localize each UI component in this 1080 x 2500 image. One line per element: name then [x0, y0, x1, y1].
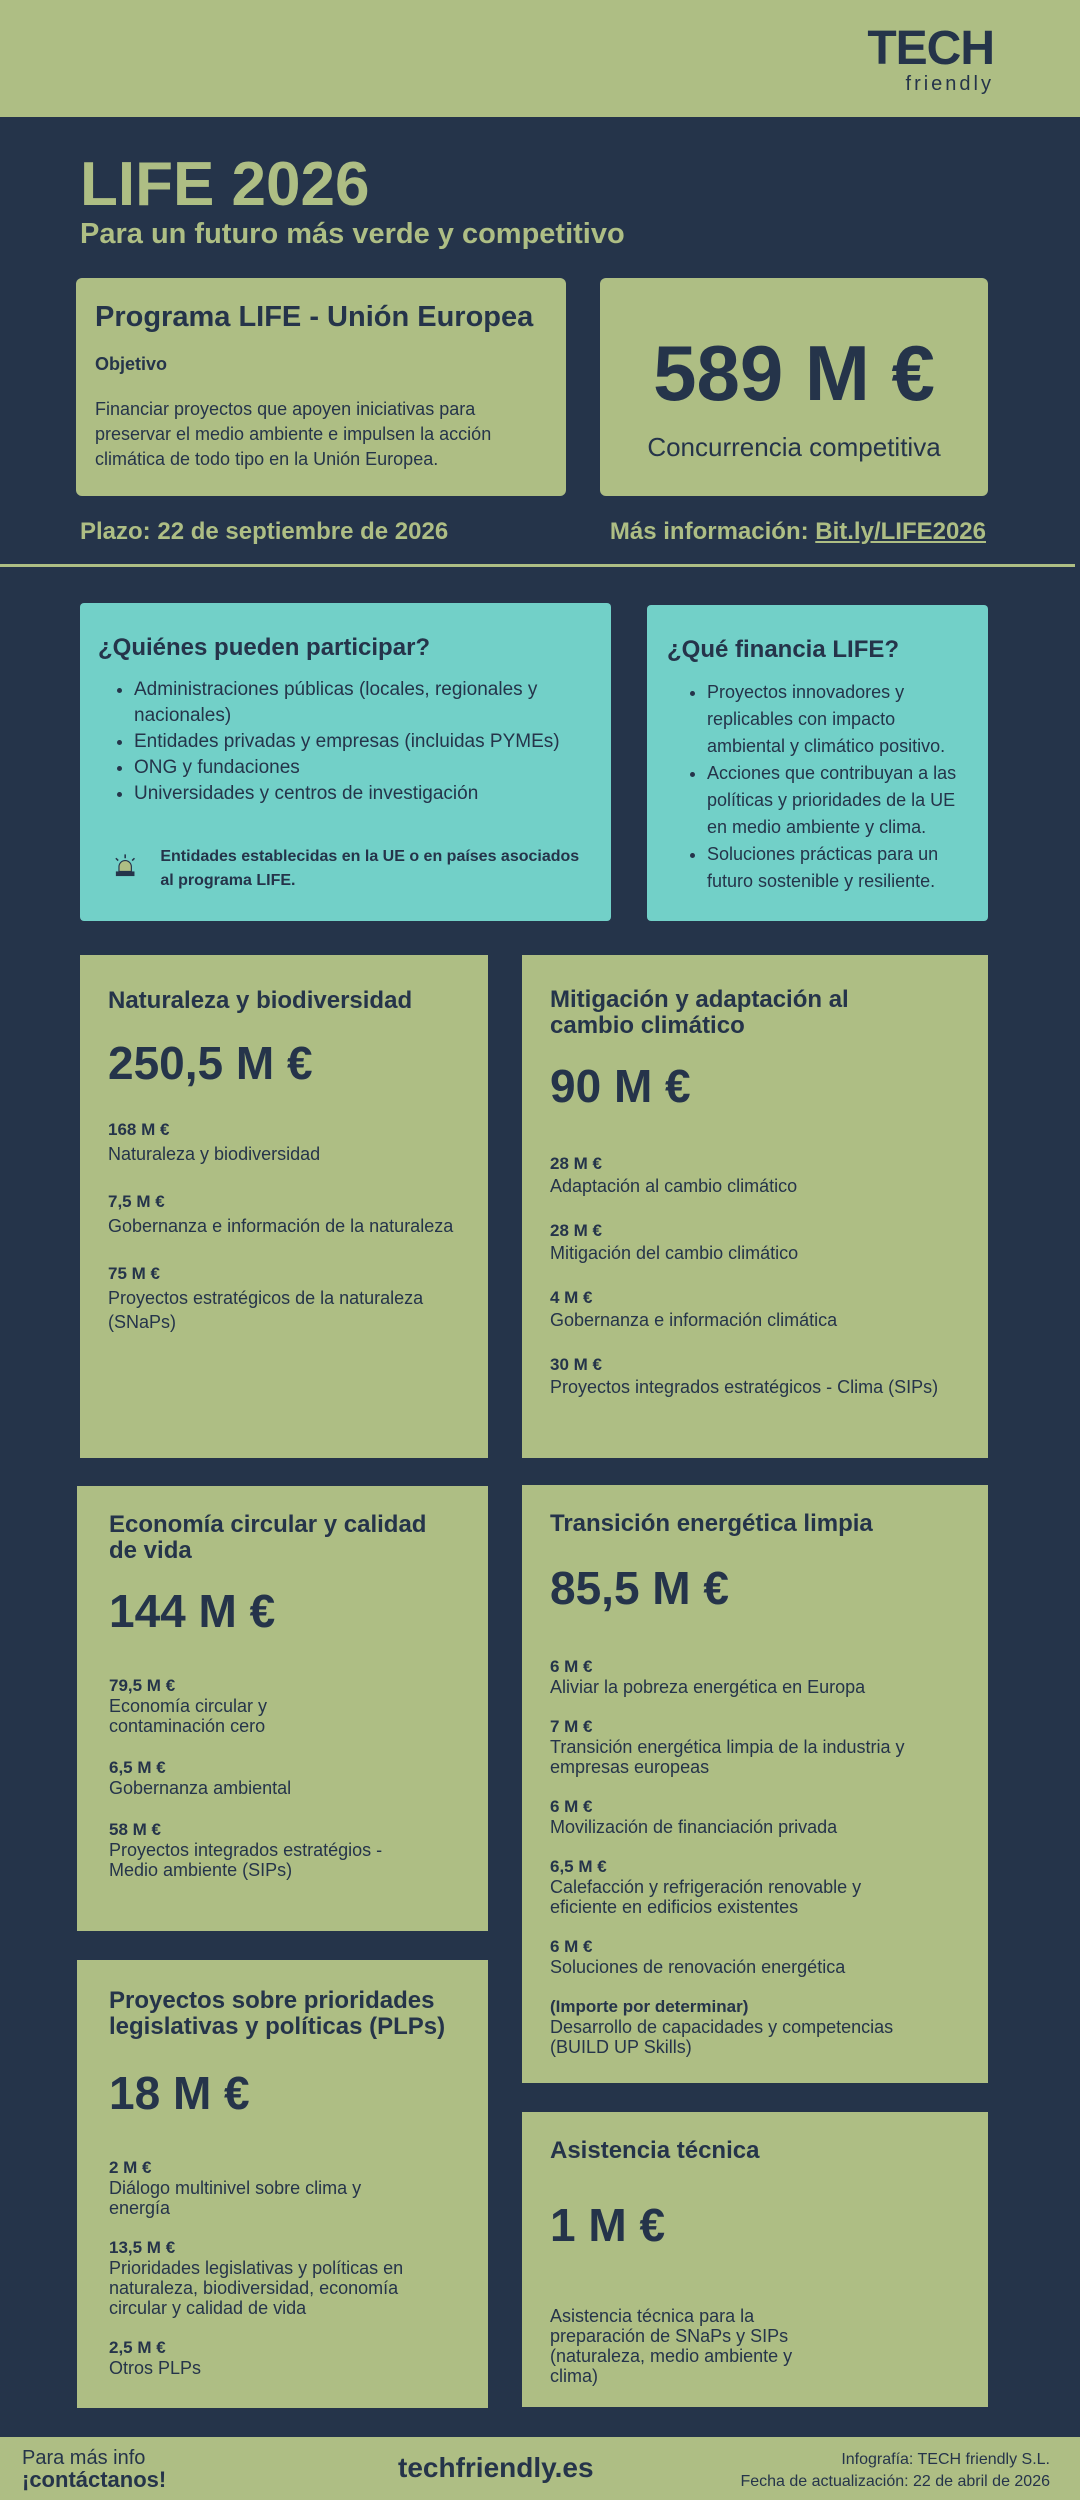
budget-value: 4 M €: [550, 1288, 593, 1307]
budget-value: 2,5 M €: [109, 2338, 166, 2357]
budget-desc: Movilización de financiación privada: [550, 1817, 838, 1837]
budget-line: [550, 1997, 960, 2057]
budget-value: 79,5 M €: [109, 1676, 176, 1695]
category-title: Transición energética limpia: [550, 1510, 873, 1537]
category-plps: [77, 1960, 488, 2408]
participants-title: ¿Quiénes pueden participar?: [98, 634, 431, 661]
footer-credit: Infografía: TECH friendly S.L.: [841, 2451, 1050, 2468]
category-title: Mitigación y adaptación al cambio climático: [550, 986, 849, 1039]
budget-line: [550, 1657, 960, 1697]
budget-desc: Transición energética limpia de la industria y empresas europeas: [550, 1737, 905, 1777]
footer-contact-line2: ¡contáctanos!: [22, 2467, 167, 2492]
budget-line: [550, 1857, 960, 1917]
programa-title: Programa LIFE - Unión Europea: [95, 301, 534, 333]
total-budget-card: [600, 278, 988, 496]
more-info: [610, 518, 986, 546]
budget-desc: Proyectos integrados estratégicos - Clima (SIPs): [550, 1377, 939, 1397]
category-amount: 18 M €: [109, 2067, 250, 2119]
budget-value: 6,5 M €: [550, 1857, 607, 1876]
total-caption: Concurrencia competitiva: [647, 432, 941, 462]
budget-value: (Importe por determinar): [550, 1997, 749, 2016]
budget-line: [109, 1676, 460, 1736]
footer-contact-line1: Para más info: [22, 2447, 146, 2469]
budget-line: [108, 1190, 460, 1238]
budget-desc: Aliviar la pobreza energética en Europa: [550, 1677, 866, 1697]
participants-card: [80, 603, 611, 921]
alert-beacon-icon: [112, 849, 138, 883]
budget-desc: Gobernanza e información de la naturaleza: [108, 1216, 454, 1236]
category-title: Proyectos sobre prioridades legislativas y políticas (PLPs): [109, 1987, 446, 2040]
budget-value: 7 M €: [550, 1717, 593, 1736]
budget-value: 30 M €: [550, 1355, 602, 1374]
footer-contact[interactable]: [22, 2447, 166, 2492]
category-amount: 1 M €: [550, 2199, 666, 2251]
category-title: Asistencia técnica: [550, 2137, 760, 2164]
footer-updated: Fecha de actualización: 22 de abril de 2026: [740, 2473, 1050, 2490]
budget-line: [109, 2338, 460, 2378]
list-item: • Soluciones prácticas para un futuro sostenible y resiliente.: [707, 841, 968, 895]
logo-bottom-text: friendly: [905, 73, 994, 95]
deadline-text: Plazo: 22 de septiembre de 2026: [80, 518, 449, 545]
budget-desc: Mitigación del cambio climático: [550, 1243, 799, 1263]
category-title: Naturaleza y biodiversidad: [108, 987, 413, 1014]
list-item: • ONG y fundaciones: [134, 755, 593, 781]
budget-line: [109, 1820, 460, 1880]
budget-desc: Adaptación al cambio climático: [550, 1176, 798, 1196]
funding-scope-card: [647, 605, 988, 921]
footer-website-link[interactable]: techfriendly.es: [398, 2452, 594, 2483]
budget-desc: Diálogo multinivel sobre clima y energía: [109, 2178, 362, 2218]
category-amount: 144 M €: [109, 1585, 276, 1637]
budget-value: 6,5 M €: [109, 1758, 166, 1777]
budget-value: 75 M €: [108, 1264, 160, 1283]
budget-desc: Desarrollo de capacidades y competencias (BUILD UP Skills): [550, 2017, 894, 2057]
budget-line: [550, 1797, 960, 1837]
objetivo-text: Financiar proyectos que apoyen iniciativas para preservar el medio ambiente e impulsen la acción climática de todo tipo en la Unión Europea.: [95, 399, 492, 469]
budget-desc: Calefacción y refrigeración renovable y eficiente en edificios existentes: [550, 1877, 862, 1917]
category-economia-circular: [77, 1486, 488, 1931]
budget-value: 6 M €: [550, 1797, 593, 1816]
budget-line: [550, 1153, 960, 1197]
programa-card: [76, 278, 566, 496]
techfriendly-logo[interactable]: [867, 22, 994, 95]
budget-value: 28 M €: [550, 1154, 602, 1173]
category-desc: Asistencia técnica para la preparación de SNaPs y SIPs (naturaleza, medio ambiente y clima): [550, 2306, 793, 2386]
budget-value: 13,5 M €: [109, 2238, 176, 2257]
budget-line: [550, 1220, 960, 1264]
budget-value: 168 M €: [108, 1120, 170, 1139]
category-mitigacion: [522, 955, 988, 1458]
funding-scope-list: [667, 679, 968, 895]
category-amount: 250,5 M €: [108, 1037, 313, 1089]
budget-desc: Prioridades legislativas y políticas en naturaleza, biodiversidad, economía circular y calidad de vida: [109, 2258, 404, 2318]
budget-value: 2 M €: [109, 2158, 152, 2177]
budget-desc: Economía circular y contaminación cero: [109, 1696, 268, 1736]
budget-desc: Soluciones de renovación energética: [550, 1957, 846, 1977]
category-transicion-energetica: [522, 1485, 988, 2083]
more-info-link[interactable]: Bit.ly/LIFE2026: [815, 518, 986, 545]
page-subtitle: Para un futuro más verde y competitivo: [80, 218, 625, 250]
budget-line: [108, 1118, 460, 1166]
category-title: Economía circular y calidad de vida: [109, 1511, 427, 1564]
budget-desc: Naturaleza y biodiversidad: [108, 1144, 321, 1164]
budget-line: [550, 1717, 960, 1777]
page-title: LIFE 2026: [80, 150, 370, 219]
budget-value: 28 M €: [550, 1221, 602, 1240]
budget-line: [550, 1287, 960, 1331]
budget-desc: Gobernanza ambiental: [109, 1778, 292, 1798]
budget-line: [109, 2158, 460, 2218]
budget-value: 58 M €: [109, 1820, 161, 1839]
budget-value: 6 M €: [550, 1657, 593, 1676]
category-amount: 90 M €: [550, 1060, 691, 1112]
list-item: • Universidades y centros de investigación: [134, 781, 593, 807]
budget-line: [109, 1758, 460, 1798]
list-item: • Entidades privadas y empresas (incluidas PYMEs): [134, 729, 593, 755]
eligibility-note-text: Entidades establecidas en la UE o en países asociados al programa LIFE.: [160, 848, 580, 889]
category-amount: 85,5 M €: [550, 1562, 729, 1614]
budget-line: [108, 1262, 460, 1334]
budget-value: 7,5 M €: [108, 1192, 165, 1211]
eligibility-note: [98, 845, 593, 893]
budget-desc: Gobernanza e información climática: [550, 1310, 838, 1330]
footer-credits: [740, 2449, 1050, 2493]
objetivo-label: Objetivo: [95, 354, 168, 374]
budget-desc: Proyectos estratégicos de la naturaleza (SNaPs): [108, 1288, 424, 1332]
list-item: • Administraciones públicas (locales, regionales y nacionales): [134, 677, 593, 729]
logo-top-text: TECH: [867, 22, 994, 75]
list-item: • Proyectos innovadores y replicables con impacto ambiental y climático positivo.: [707, 679, 968, 760]
more-info-label: Más información:: [609, 518, 816, 545]
budget-line: [550, 1937, 960, 1977]
divider: [0, 564, 1075, 567]
list-item: • Acciones que contribuyan a las políticas y prioridades de la UE en medio ambiente y clima.: [707, 760, 968, 841]
budget-desc: Proyectos integrados estratégios - Medio ambiente (SIPs): [109, 1840, 383, 1880]
total-amount: 589 M €: [653, 329, 935, 417]
funding-scope-title: ¿Qué financia LIFE?: [667, 636, 900, 663]
budget-value: 6 M €: [550, 1937, 593, 1956]
budget-desc: Otros PLPs: [109, 2358, 202, 2378]
budget-line: [550, 1354, 960, 1398]
category-naturaleza: [80, 955, 488, 1458]
participants-list: [98, 677, 593, 807]
category-asistencia-tecnica: [522, 2112, 988, 2407]
budget-line: [109, 2238, 460, 2318]
